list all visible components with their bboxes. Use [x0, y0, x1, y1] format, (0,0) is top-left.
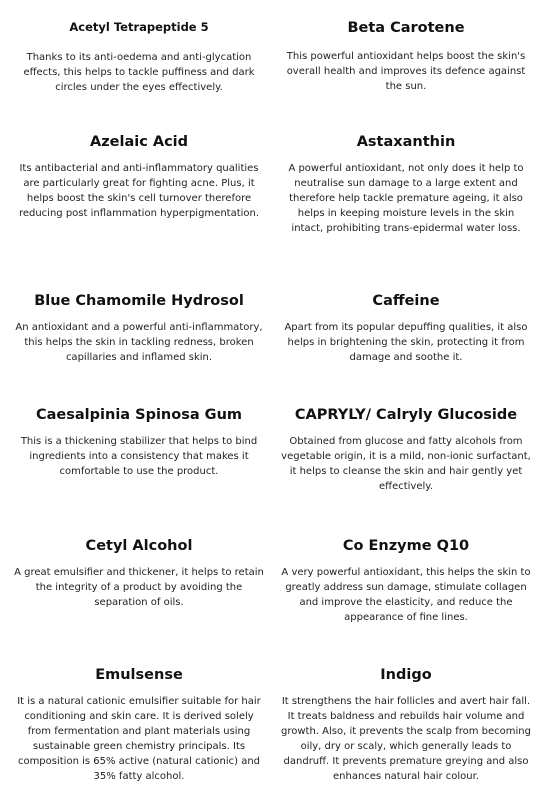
ingredient-title: Indigo: [380, 667, 432, 683]
ingredient-title: Astaxanthin: [356, 134, 456, 150]
ingredient-emulsense: [14, 666, 264, 784]
ingredient-title: Co Enzyme Q10: [342, 538, 470, 554]
ingredient-description: It is a natural cationic emulsifier suitable for hair conditioning and skin care. It is derived solely from fermentation and plant materials using sustainable green chemistry principals. Its composition is 65% active (natural cationic) and 35% fatty alcohol.: [17, 696, 261, 782]
ingredient-caprylyl-capryl-glucoside: [281, 406, 531, 494]
ingredient-title: Cetyl Alcohol: [85, 538, 193, 554]
ingredient-description: Obtained from glucose and fatty alcohols from vegetable origin, it is a mild, non-ionic surfactant, it helps to cleanse the skin and hair gently yet effectively.: [281, 436, 531, 492]
ingredient-indigo: [281, 666, 531, 784]
ingredient-description: This is a thickening stabilizer that helps to bind ingredients into a consistency that makes it comfortable to use the product.: [20, 436, 258, 477]
ingredient-title: Caffeine: [372, 293, 440, 309]
ingredient-caesalpinia-spinosa-gum: [14, 406, 264, 479]
ingredient-description: Thanks to its anti-oedema and anti-glycation effects, this helps to tackle puffiness and dark circles under the eyes effectively.: [23, 52, 255, 93]
ingredient-astaxanthin: [281, 133, 531, 236]
ingredient-cetyl-alcohol: [14, 537, 264, 610]
ingredient-description: A very powerful antioxidant, this helps the skin to greatly address sun damage, stimulate collagen and improve the elasticity, and reduce the appearance of fine lines.: [281, 567, 531, 623]
ingredient-title: CAPRYLY/ Calryly Glucoside: [294, 407, 518, 423]
ingredient-title: Beta Carotene: [347, 20, 465, 36]
ingredient-caffeine: [281, 292, 531, 365]
ingredient-description: This powerful antioxidant helps boost the skin's overall health and improves its defence against the sun.: [286, 51, 526, 92]
ingredient-title: Azelaic Acid: [89, 134, 189, 150]
ingredient-description: A great emulsifier and thickener, it helps to retain the integrity of a product by avoiding the separation of oils.: [14, 567, 264, 608]
ingredient-blue-chamomile-hydrosol: [14, 292, 264, 365]
ingredient-title: Caesalpinia Spinosa Gum: [36, 407, 242, 423]
ingredient-description: A powerful antioxidant, not only does it help to neutralise sun damage to a large extent and therefore help tackle premature ageing, it also helps in keeping moisture levels in the skin intact, prohibiting trans-epidermal water loss.: [288, 163, 524, 234]
ingredient-description: It strengthens the hair follicles and avert hair fall. It treats baldness and rebuilds hair volume and growth. Also, it prevents the scalp from becoming oily, dry or scaly, which generally leads to dandruff. It prevents premature greying and also enhances natural hair colour.: [281, 696, 531, 782]
ingredient-co-enzyme-q10: [281, 537, 531, 625]
ingredient-description: An antioxidant and a powerful anti-inflammatory, this helps the skin in tackling redness, broken capillaries and inflamed skin.: [15, 322, 263, 363]
ingredient-acetyl-tetrapeptide-5: [14, 18, 264, 95]
ingredient-description: Apart from its popular depuffing qualities, it also helps in brightening the skin, protecting it from damage and soothe it.: [284, 322, 528, 363]
ingredient-description: Its antibacterial and anti-inflammatory qualities are particularly great for fighting acne. Plus, it helps boost the skin's cell turnover therefore reducing post inflammation hyperpigmentation.: [18, 163, 260, 219]
ingredient-azelaic-acid: [14, 133, 264, 221]
ingredient-title: Blue Chamomile Hydrosol: [34, 293, 244, 309]
ingredient-beta-carotene: [281, 19, 531, 94]
ingredient-title: Acetyl Tetrapeptide 5: [69, 20, 209, 34]
ingredient-title: Emulsense: [95, 667, 183, 683]
